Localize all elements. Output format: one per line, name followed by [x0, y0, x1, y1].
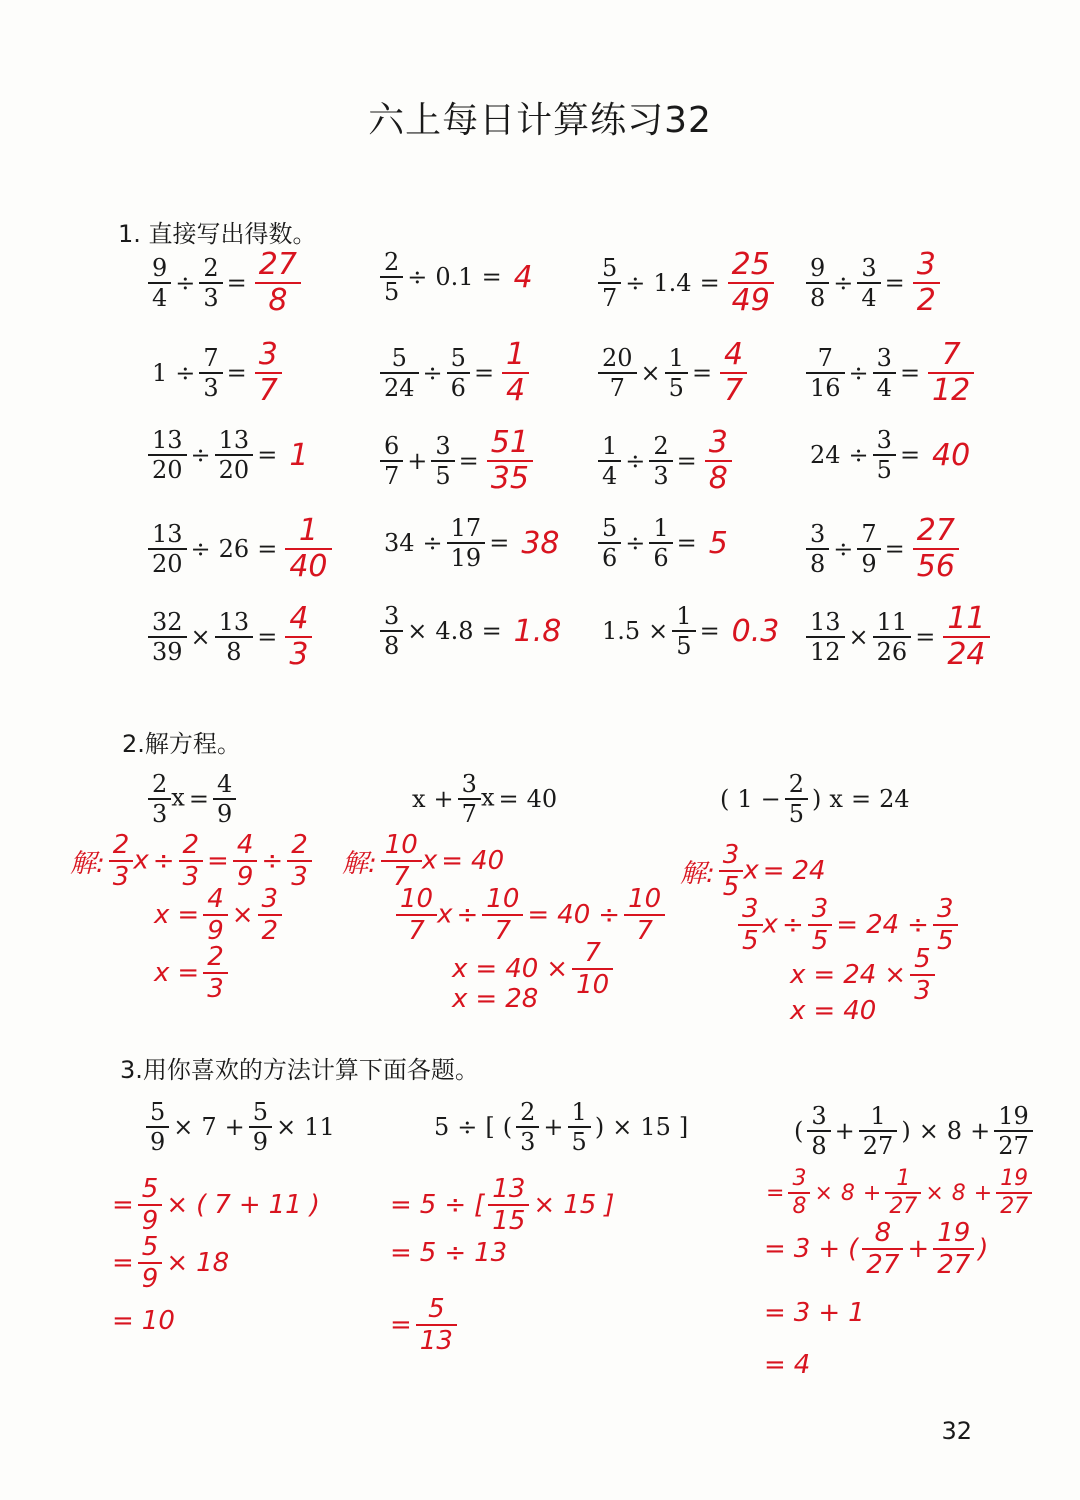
solution-step: = $\frac{3}{8}$ × 8 + $\frac{1}{27}$ × 8 + $\frac{19}{27}$ [762, 1168, 1032, 1218]
solution-step: = 4 [764, 1350, 811, 1380]
calc-problem [148, 601, 312, 672]
handwritten-answer: $\frac{51}{35}$ [487, 428, 533, 494]
solution-step: $\frac{3}{5}$ x ÷ $\frac{3}{5}$ = 24 ÷ $\frac{3}{5}$ [738, 896, 958, 954]
solution-step: x = $\frac{2}{3}$ [150, 944, 228, 1002]
handwritten-answer: $\frac{1}{4}$ [502, 340, 529, 406]
page-title: 六上每日计算练习32 [368, 100, 712, 141]
calc-problem [148, 337, 282, 408]
problem-expression: 1 ÷ $\frac{7}{3}$ = [152, 344, 247, 402]
solution-step: x = 28 [452, 984, 539, 1014]
calc-problem: 5 ÷ [ ( $\frac{2}{3}$ + $\frac{1}{5}$ ) × 15 ] [434, 1098, 689, 1156]
problem-expression: $\frac{32}{39}$ × $\frac{13}{8}$ = [148, 610, 281, 664]
calc-problem [598, 337, 747, 408]
handwritten-answer: 38 [521, 525, 560, 561]
solution-step: 解: $\frac{2}{3}$ x ÷ $\frac{2}{3}$ = $\frac{4}{9}$ ÷ $\frac{2}{3}$ [66, 832, 312, 890]
problem-expression: $\frac{7}{16}$ ÷ $\frac{3}{4}$ = [806, 346, 924, 400]
solution-step: x = 40 [790, 996, 877, 1026]
problem-expression: $\frac{9}{4}$ ÷ $\frac{2}{3}$ = [148, 256, 251, 310]
problem-expression: $\frac{13}{12}$ × $\frac{11}{26}$ = [806, 610, 939, 664]
section1-heading: 1. 直接写出得数。 [118, 220, 317, 248]
solution-step: $\frac{10}{7}$ x ÷ $\frac{10}{7}$ = 40 ÷ $\frac{10}{7}$ [396, 886, 665, 944]
solution-step: = 3 + 1 [764, 1298, 865, 1328]
handwritten-answer: $\frac{3}{2}$ [913, 250, 940, 316]
calc-problem [380, 250, 537, 304]
calc-problem [598, 516, 732, 570]
problem-expression: $\frac{2}{5}$ ÷ 0.1 = [380, 250, 506, 304]
calc-problem [806, 247, 940, 318]
calc-problem [148, 247, 301, 318]
problem-expression: $\frac{1}{4}$ ÷ $\frac{2}{3}$ = [598, 434, 701, 488]
problem-expression: $\frac{5}{24}$ ÷ $\frac{5}{6}$ = [380, 346, 498, 400]
problem-expression: 24 ÷ $\frac{3}{5}$ = [810, 426, 921, 484]
handwritten-answer: $\frac{11}{24}$ [943, 604, 989, 670]
calc-problem [380, 604, 565, 658]
solution-step: = 5 ÷ 13 [390, 1238, 508, 1268]
handwritten-answer: 0.3 [731, 613, 780, 649]
calc-problem [598, 425, 732, 496]
solution-step: x = 24 × $\frac{5}{3}$ [786, 946, 935, 1004]
problem-expression: $\frac{6}{7}$ + $\frac{3}{5}$ = [380, 434, 483, 488]
solution-step: = 3 + ( $\frac{8}{27}$ + $\frac{19}{27}$ ) [764, 1218, 989, 1280]
handwritten-answer: 4 [513, 259, 533, 295]
equation: $\frac{2}{3}$ x = $\frac{4}{9}$ [148, 772, 236, 826]
solution-step: = $\frac{5}{13}$ [386, 1296, 457, 1354]
handwritten-answer: $\frac{1}{40}$ [285, 516, 331, 582]
problem-expression: $\frac{9}{8}$ ÷ $\frac{3}{4}$ = [806, 256, 909, 310]
calc-problem [148, 513, 332, 584]
handwritten-answer: $\frac{4}{7}$ [720, 340, 747, 406]
calc-problem [806, 601, 990, 672]
solution-step: = 5 ÷ [ $\frac{13}{15}$ × 15 ] [390, 1174, 615, 1236]
calc-problem [380, 337, 529, 408]
solution-step: x = $\frac{4}{9}$ × $\frac{3}{2}$ [150, 886, 282, 944]
handwritten-answer: $\frac{7}{12}$ [928, 340, 974, 406]
equation: x + $\frac{3}{7}$ x = 40 [412, 770, 558, 828]
problem-expression: $\frac{5}{6}$ ÷ $\frac{1}{6}$ = [598, 516, 701, 570]
solution-step: x = 40 × $\frac{7}{10}$ [448, 940, 613, 998]
problem-expression: $\frac{3}{8}$ × 4.8 = [380, 604, 506, 658]
handwritten-answer: 1 [289, 437, 309, 473]
problem-expression: $\frac{5}{7}$ ÷ 1.4 = [598, 256, 724, 310]
problem-expression: 1.5 × $\frac{1}{5}$ = [602, 602, 720, 660]
handwritten-answer: $\frac{27}{8}$ [255, 250, 301, 316]
problem-expression: $\frac{20}{7}$ × $\frac{1}{5}$ = [598, 346, 716, 400]
handwritten-answer: 1.8 [513, 613, 562, 649]
calc-problem: ( $\frac{3}{8}$ + $\frac{1}{27}$ ) × 8 + $\frac{19}{27}$ [790, 1104, 1033, 1158]
handwritten-answer: $\frac{4}{3}$ [285, 604, 312, 670]
calc-problem [380, 425, 533, 496]
calc-problem [598, 247, 774, 318]
solution-step: = $\frac{5}{9}$ × ( 7 + 11 ) [112, 1174, 320, 1236]
problem-expression: 34 ÷ $\frac{17}{19}$ = [384, 514, 510, 572]
handwritten-answer: $\frac{3}{7}$ [255, 340, 282, 406]
handwritten-answer: $\frac{3}{8}$ [705, 428, 732, 494]
solution-step: 解: $\frac{10}{7}$ x = 40 [342, 830, 505, 892]
calc-problem: $\frac{5}{9}$ × 7 + $\frac{5}{9}$ × 11 [146, 1100, 339, 1154]
page-number: 32 [941, 1417, 972, 1445]
section3-heading: 3.用你喜欢的方法计算下面各题。 [120, 1056, 479, 1084]
problem-expression: $\frac{13}{20}$ ÷ $\frac{13}{20}$ = [148, 428, 281, 482]
handwritten-answer: $\frac{27}{56}$ [913, 516, 959, 582]
section2-heading: 2.解方程。 [122, 730, 241, 758]
solution-step: 解: $\frac{3}{5}$ x = 24 [680, 840, 826, 902]
problem-expression: $\frac{3}{8}$ ÷ $\frac{7}{9}$ = [806, 522, 909, 576]
equation: ( 1 − $\frac{2}{5}$ ) x = 24 [720, 770, 910, 828]
calc-problem [148, 428, 312, 482]
solution-step: = $\frac{5}{9}$ × 18 [112, 1232, 230, 1294]
calc-problem [598, 604, 783, 658]
handwritten-answer: 5 [708, 525, 728, 561]
calc-problem [806, 337, 974, 408]
solution-step: = 10 [112, 1306, 175, 1336]
handwritten-answer: 40 [932, 437, 971, 473]
handwritten-answer: $\frac{25}{49}$ [728, 250, 774, 316]
problem-expression: $\frac{13}{20}$ ÷ 26 = [148, 522, 281, 576]
calc-problem [806, 513, 959, 584]
calc-problem [806, 428, 974, 482]
calc-problem [380, 516, 564, 570]
